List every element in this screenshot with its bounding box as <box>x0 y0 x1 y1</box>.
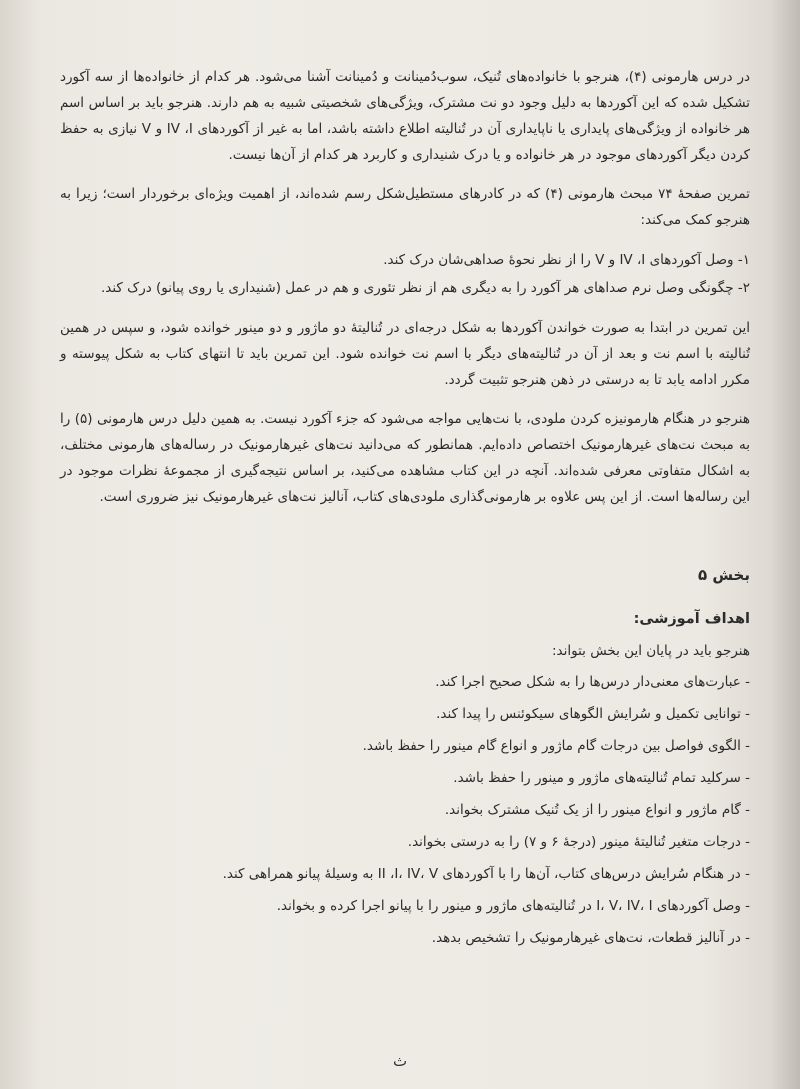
page-spine-shadow <box>770 0 800 1089</box>
page-number: ث <box>392 1052 408 1070</box>
section-title: بخش ۵ <box>697 566 750 584</box>
list-item: - در هنگام سُرایش درس‌های کتاب، آن‌ها را با آکوردهای II ،I، IV، V به وسیلهٔ پیانو همراهی کند. <box>222 866 750 882</box>
page-content <box>60 64 750 954</box>
paragraph-exercise-method: این تمرین در ابتدا به صورت خواندن آکوردها به شکل درجه‌ای در تُنالیتهٔ دو ماژور و دو مینور خوانده شود، و سپس در همین تُنالیته با اسم نت و بعد از آن در تُنالیته‌های دیگر با اسم نت خوانده شود. این تمرین باید تا انتهای کتاب به شکل پیوسته و مکرر ادامه یابد تا به درستی در ذهن هنرجو تثبیت گردد. <box>60 320 750 388</box>
list-item: - الگوی فواصل بین درجات گام ماژور و انواع گام مینور را حفظ باشد. <box>362 738 750 754</box>
list-item: ۱- وصل آکوردهای IV ،I و V را از نظر نحوهٔ صداهی‌شان درک کند. <box>383 252 750 268</box>
objectives-intro: هنرجو باید در پایان این بخش بتواند: <box>551 643 750 659</box>
objectives-list <box>60 666 750 954</box>
list-item: - در آنالیز قطعات، نت‌های غیرهارمونیک را تشخیص بدهد. <box>431 930 750 946</box>
list-item: - سرکلید تمام تُنالیته‌های ماژور و مینور را حفظ باشد. <box>453 770 750 786</box>
list-item: ۲- چگونگی وصل نرم صداهای هر آکورد را به دیگری هم از نظر تئوری و هم در عمل (شنیداری یا روی پیانو) درک کند. <box>100 280 750 296</box>
list-item: - گام ماژور و انواع مینور را از یک تُنیک مشترک بخواند. <box>444 802 750 818</box>
paragraph-non-harmonic: هنرجو در هنگام هارمونیزه کردن ملودی، با نت‌هایی مواجه می‌شود که جزء آکورد نیست. به همین دلیل درس هارمونی (۵) را به مبحث نت‌های غیرهارمونیک اختصاص داده‌ایم. همانطور که می‌دانید نت‌های غیرهارمونیک در رساله‌های هارمونی مختلف، به اشکال متفاوتی معرفی شده‌اند. آنچه در این کتاب مشاهده می‌کنید، بر اساس نتیجه‌گیری از مجموعهٔ نظرات موجود در این رساله‌ها است. از این پس علاوه بر هارمونی‌گذاری ملودی‌های کتاب، آنالیز نت‌های غیرهارمونیک نیز ضروری است. <box>60 411 750 505</box>
list-item: - عبارت‌های معنی‌دار درس‌ها را به شکل صحیح اجرا کند. <box>435 674 750 690</box>
objectives-heading: اهداف آموزشی: <box>633 611 750 627</box>
list-item: - توانایی تکمیل و سُرایش الگوهای سیکوئنس را پیدا کند. <box>436 706 750 722</box>
list-item: - درجات متغیر تُنالیتهٔ مینور (درجهٔ ۶ و ۷) را به درستی بخواند. <box>407 834 750 850</box>
paragraph-exercise-intro: تمرین صفحهٔ ۷۴ مبحث هارمونی (۴) که در کادرهای مستطیل‌شکل رسم شده‌اند، از اهمیت ویژه‌ای برخوردار است؛ زیرا به هنرجو کمک می‌کند: <box>60 186 750 228</box>
paragraph-harmony-families: در درس هارمونی (۴)، هنرجو با خانواده‌های تُنیک، سوب‌دُمینانت و دُمینانت آشنا می‌شود. هر کدام از خانواده‌ها از سه آکورد تشکیل شده که این آکوردها به دلیل وجود دو نت مشترک، ویژگی‌های شخصیتی شبیه به هم دارند. هنرجو باید بر اساس اسم هر خانواده از ویژگی‌های پایداری یا ناپایداری آن در تُنالیته اطلاع داشته باشد، اما به غیر از آکوردهای IV ،I و V نیازی به حفظ کردن دیگر آکوردهای موجود در هر خانواده و یا درک شنیداری و کاربرد هر کدام از آن‌ها نیست. <box>60 69 750 163</box>
numbered-list <box>60 246 750 302</box>
list-item: - وصل آکوردهای I، V، IV، I در تُنالیته‌های ماژور و مینور را با پیانو اجرا کرده و بخواند. <box>276 898 750 914</box>
